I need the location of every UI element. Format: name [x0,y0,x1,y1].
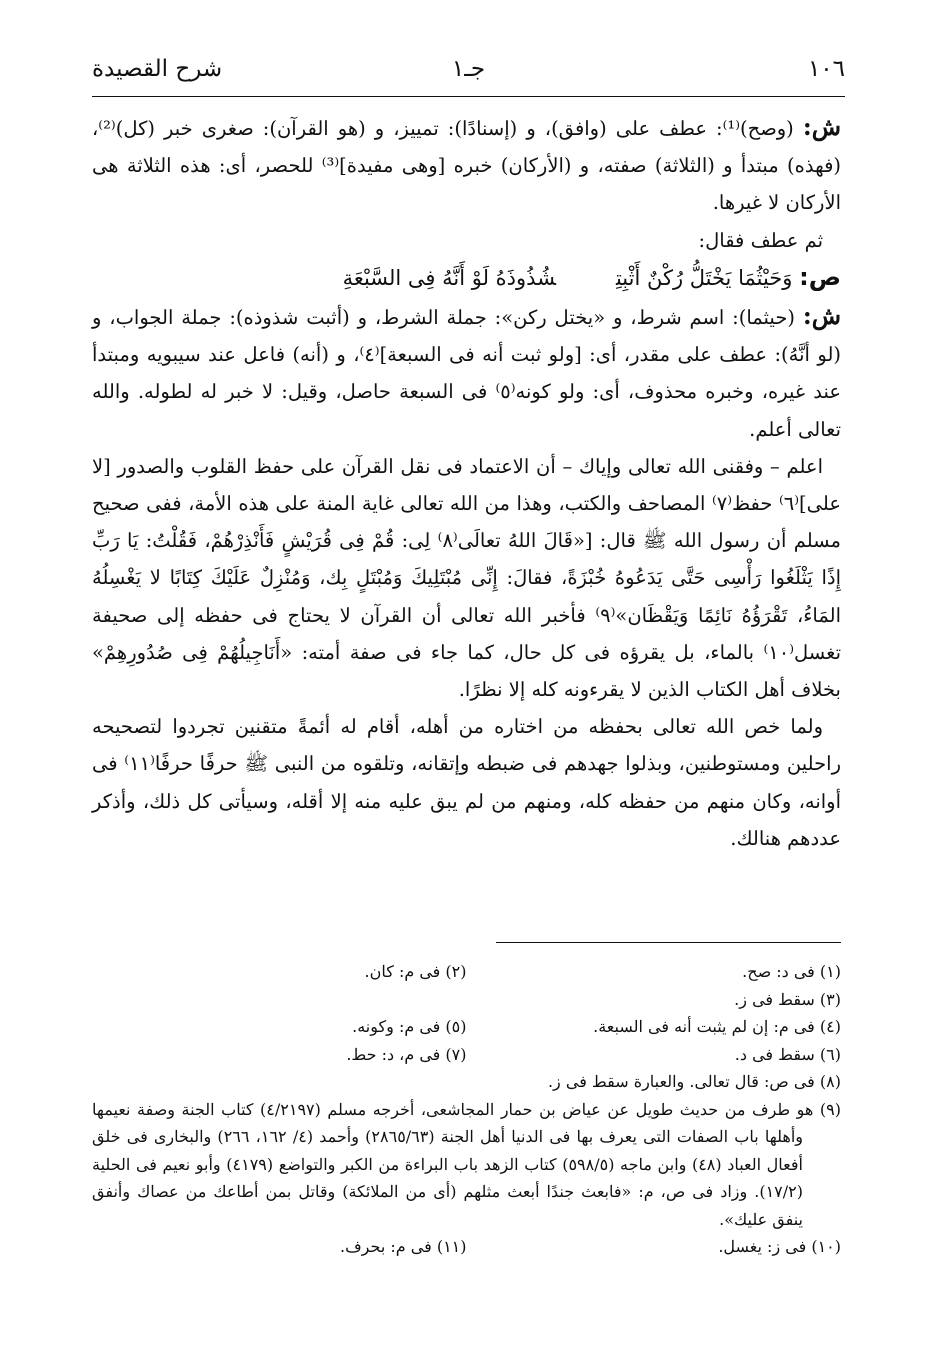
footnote-row [92,1013,841,1041]
verse-hemistich-left: شُذُوذَهُ لَوْ أَنَّهُ فِى السَّبْعَةِ [342,265,556,290]
running-title: شرح القصيدة [92,56,223,82]
commentary-paragraph-2 [92,297,841,448]
footnote-row [92,986,841,1014]
main-text [92,108,841,857]
sharh-marker-2: ش: [802,301,841,331]
commentary-text-2: (حيثما): اسم شرط، و «يختل ركن»: جملة الشرط، و (أثبت شذوذه): جملة الجواب، و (لو أنَّهُ): عطف على مقدر، أى: [ولو ثبت أنه فى السبعة]⁽٤⁾، و (أنه) فاعل عند سيبويه ومبتدأ عند غيره، وخبره محذوف، أى: ولو كونه⁽٥⁾ فى السبعة حاصل، وقيل: لا خبر له لطوله. والله تعالى أعلم. [92,306,841,441]
verse-hemistich-right: وَحَيْثُمَا يَخْتَلُّ رُكْنٌ أَثْبِتِ [615,265,793,290]
footnote-9: (٩) هو طرف من حديث طويل عن عياض بن حمار المجاشعى، أخرجه مسلم (٤/٢١٩٧) كتاب الجنة وصفة نعيمها وأهلها باب الصفات التى يعرف بها فى الدنيا أهل الجنة (٢٨٦٥/٦٣) وأحمد (٤/ ١٦٢، ٢٦٦) والبخارى فى خلق أفعال العباد (٤٨) وابن ماجه (٥٩٨/٥) كتاب الزهد باب البراءة من الكبر والتواضع (٤١٧٩) وأبو نعيم فى الحلية (١٧/٢). وزاد فى ص، م: «فابعث جندًا أبعث مثلهم (أى من الملائكة) وقاتل بمن أطاعك من عصاك وأنفق ينفق عليك». [92,1099,841,1229]
paragraph-imams: ولما خص الله تعالى بحفظه من اختاره من أهله، أقام له أئمةً متقنين تجردوا لتصحيحه راحلين ومستوطنين، وبذلوا جهدهم فى ضبطه وإتقانه، وتلقوه من النبى ﷺ حرفًا حرفًا⁽١١⁾ فى أوانه، وكان منهم من حفظه كله، ومنهم من لم يبق عليه منه إلا أقله، وسيأتى كل ذلك، وأذكر عددهم هنالك. [92,715,842,850]
footnote-11: (١١) فى م: بحرف. [340,1237,467,1256]
footnote-4: (٤) فى م: إن لم يثبت أنه فى السبعة. [593,1017,841,1036]
footnote-5: (٥) فى م: وكونه. [352,1017,467,1036]
paragraph-hadith: اعلم – وفقنى الله تعالى وإياك – أن الاعتماد فى نقل القرآن على حفظ القلوب والصدور [لا على]⁽٦⁾ حفظ⁽٧⁾ المصاحف والكتب، وهذا من الله تعالى غاية المنة على هذه الأمة، ففى صحيح مسلم أن رسول الله ﷺ قال: [«قَالَ اللهُ تعالَى⁽٨⁾ لِى: قُمْ فِى قُرَيْشٍ فَأَنْذِرْهُمْ، فَقُلْتُ: يَا رَبِّ إِذًا يَثْلَغُوا رَأْسِى حَتَّى يَدَعُوهُ خُبْزَةً، فقالَ: إِنِّى مُبْتَلِيكَ وَمُبْتَلٍ بِك، وَمُنْزِلٌ عَلَيْكَ كِتَابًا لا يَغْسِلُهُ المَاءُ، تَقْرَؤُهُ نَائِمًا وَيَقْظَان»⁽٩⁾ فأخبر الله تعالى أن القرآن لا يحتاج فى حفظه إلى صحيفة تغسل⁽١٠⁾ بالماء، بل يقرؤه فى كل حال، كما جاء فى صفة أمته: «أَنَاجِيلُهُمْ فِى صُدُورِهِمْ» بخلاف أهل الكتاب الذين لا يقرءونه كله إلا نظرًا. [92,454,841,702]
footnote-rule [496,942,841,943]
footnotes [92,958,841,1261]
sharh-marker: ش: [802,112,842,141]
verse-marker: ص: [799,262,841,291]
page-number: ١٠٦ [807,56,845,82]
footnote-6: (٦) سقط فى د. [734,1044,841,1064]
volume-label: جـ١ [451,56,486,82]
commentary-text-1: (وصح)⁽¹⁾: عطف على (وافق)، و (إسنادًا): تمييز، و (هو القرآن): صغرى خبر (كل)⁽²⁾، (فهذه) مبتدأ و (الثلاثة) صفته، و (الأركان) خبره [وهى مفيدة]⁽³⁾ للحصر، أى: هذه الثلاثة هى الأركان لا غيرها. [92,117,842,215]
footnote-row [92,958,841,986]
footnote-3: (٣) سقط فى ز. [734,989,841,1009]
footnote-row [92,1233,841,1261]
footnote-7: (٧) فى م، د: حط. [346,1044,467,1064]
footnote-8: (٨) فى ص: قال تعالى. والعبارة سقط فى ز. [547,1072,841,1091]
footnote-row [92,1041,841,1069]
header-rule [92,96,845,97]
transition-line: ثم عطف فقال: [698,228,823,252]
commentary-paragraph-1 [92,108,841,222]
footnote-10: (١٠) فى ز: يغسل. [718,1237,841,1256]
footnote-1: (١) فى د: صح. [742,962,841,981]
footnote-2: (٢) فى م: كان. [364,962,467,981]
running-header [92,56,845,92]
verse-line [92,259,841,297]
